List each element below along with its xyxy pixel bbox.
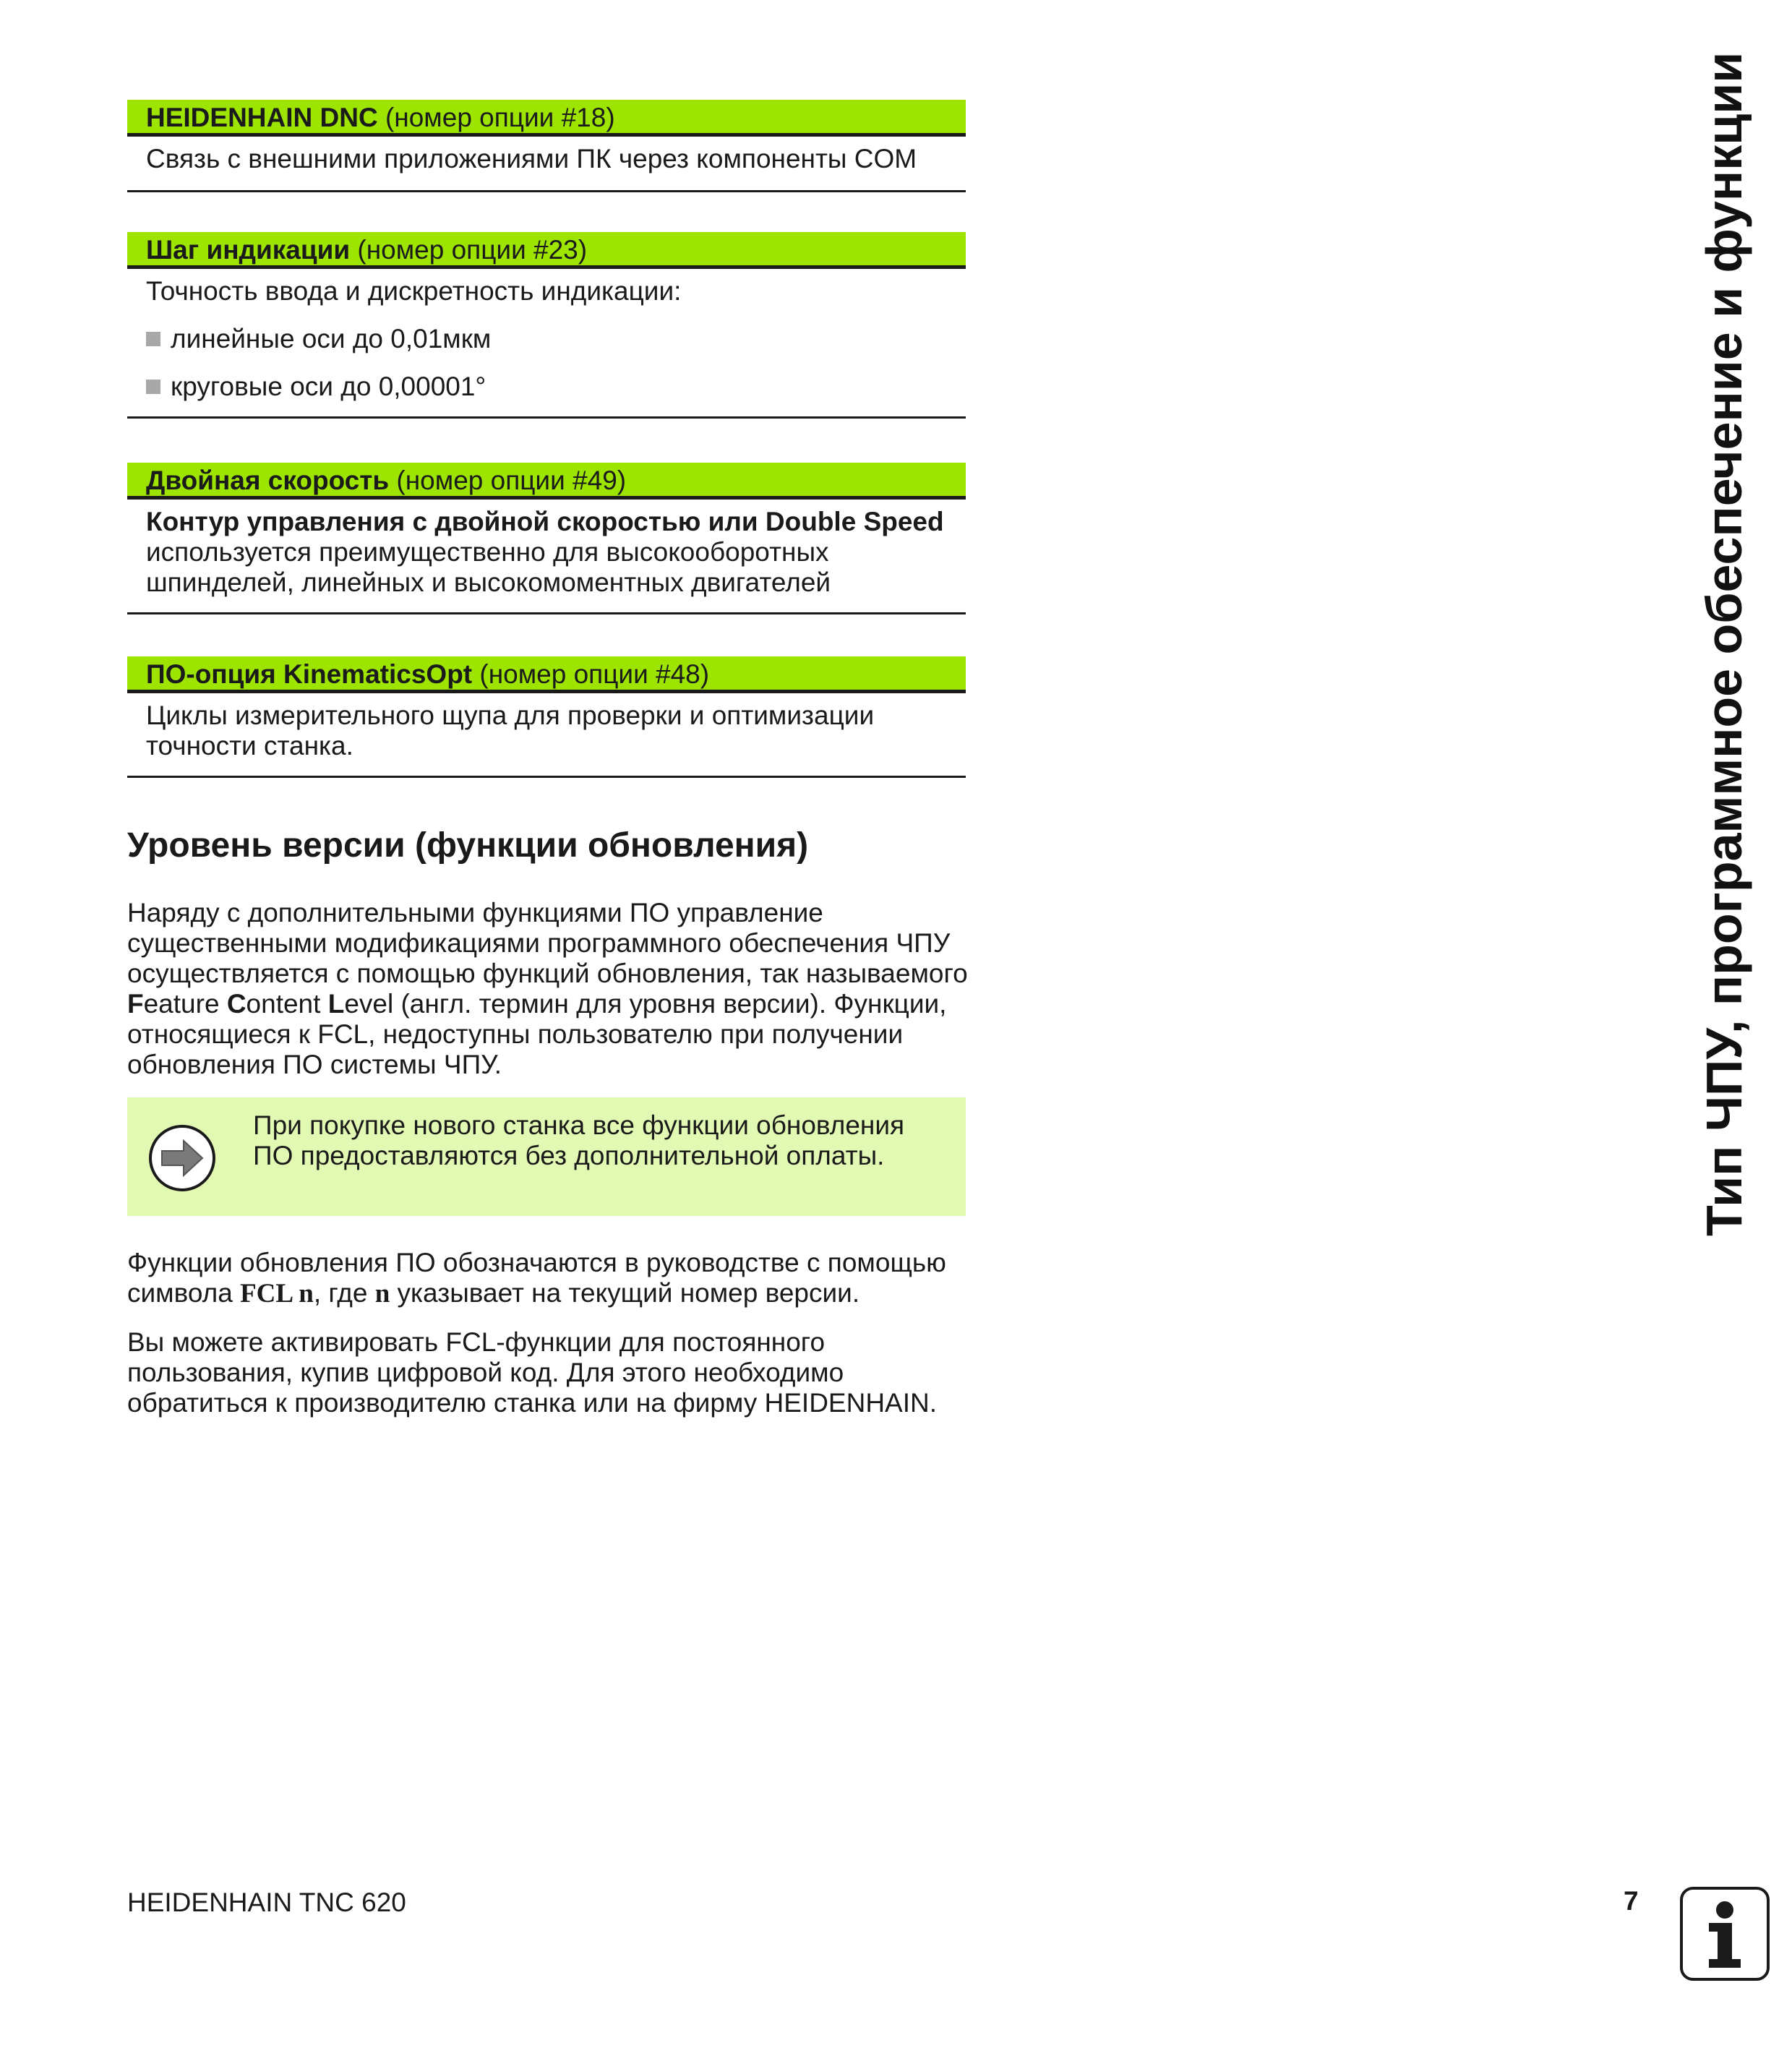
chapter-side-title: Тип ЧПУ, программное обеспечение и функции <box>1696 51 1752 1236</box>
option-title: ПО-опция KinematicsOpt <box>146 659 473 689</box>
footer-product: HEIDENHAIN TNC 620 <box>127 1888 406 1917</box>
version-symbol: n <box>374 1279 390 1308</box>
text-run: ontent <box>246 989 328 1019</box>
text-run: evel (англ. термин для уровня версии). Функции, относящиеся к FCL, недоступны пользователю при получении обновления ПО системы ЧПУ. <box>127 989 947 1079</box>
note-text: При покупке нового станка все функции обновления ПО предоставляются без дополнительной оплаты. <box>253 1110 905 1170</box>
arrow-right-circle-icon <box>147 1123 217 1193</box>
side-title-column <box>1684 51 1764 1236</box>
option-box-double-speed <box>127 463 966 614</box>
option-description: используется преимущественно для высокооборотных шпинделей, линейных и высокомоментных двигателей <box>146 537 831 597</box>
option-header <box>127 100 966 137</box>
section-title: Уровень версии (функции обновления) <box>127 826 809 865</box>
list-item <box>146 372 966 402</box>
option-header <box>127 232 966 269</box>
text-run-bold: C <box>226 989 246 1019</box>
option-number: (номер опции #23) <box>350 235 588 265</box>
option-header <box>127 656 966 693</box>
list-item-text: круговые оси до 0,00001° <box>171 372 486 401</box>
option-description: Связь с внешними приложениями ПК через компоненты COM <box>146 144 917 173</box>
option-box-dnc <box>127 100 966 192</box>
option-description: Циклы измерительного щупа для проверки и оптимизации точности станка. <box>146 700 875 760</box>
info-icon <box>1680 1887 1770 1981</box>
option-header <box>127 463 966 500</box>
option-title: HEIDENHAIN DNC <box>146 103 378 132</box>
text-run: указывает на текущий номер версии. <box>390 1278 860 1308</box>
note-box <box>127 1097 966 1216</box>
text-run: eature <box>143 989 227 1019</box>
text-run: , где <box>313 1278 375 1308</box>
option-number: (номер опции #49) <box>389 466 627 495</box>
paragraph-fcl-symbol <box>127 1248 973 1309</box>
bullet-square-icon <box>146 380 160 394</box>
option-title: Двойная скорость <box>146 466 390 495</box>
option-number: (номер опции #48) <box>472 659 710 689</box>
info-glyph-icon <box>1683 1890 1767 1978</box>
option-box-kinematicsopt <box>127 656 966 778</box>
option-body <box>127 693 966 778</box>
text-run: Функции обновления ПО обозначаются в руководстве с помощью символа <box>127 1248 946 1308</box>
list-item <box>146 324 966 354</box>
option-box-display-step <box>127 232 966 419</box>
option-body <box>127 500 966 614</box>
bullet-square-icon <box>146 332 160 346</box>
option-number: (номер опции #18) <box>377 103 615 132</box>
option-description: Точность ввода и дискретность индикации: <box>146 276 682 306</box>
option-body <box>127 137 966 192</box>
text-run-bold: F <box>127 989 144 1019</box>
option-description-bold: Контур управления с двойной скоростью или Double Speed <box>146 507 944 536</box>
paragraph-fcl-activation: Вы можете активировать FCL-функции для постоянного пользования, купив цифровой код. Для этого необходимо обратиться к производителю станка или на фирму HEIDENHAIN. <box>127 1327 938 1418</box>
text-run-bold: L <box>327 989 345 1019</box>
option-title: Шаг индикации <box>146 235 351 265</box>
list-item-text: линейные оси до 0,01мкм <box>171 324 492 354</box>
fcl-symbol: FCL n <box>240 1279 314 1308</box>
option-body <box>127 269 966 419</box>
text-run: Наряду с дополнительными функциями ПО управление существенными модификациями программного обеспечения ЧПУ осуществляется с помощью функций обновления, так называемого <box>127 898 968 988</box>
page-number: 7 <box>1624 1886 1639 1916</box>
paragraph-fcl-intro <box>127 898 973 1080</box>
